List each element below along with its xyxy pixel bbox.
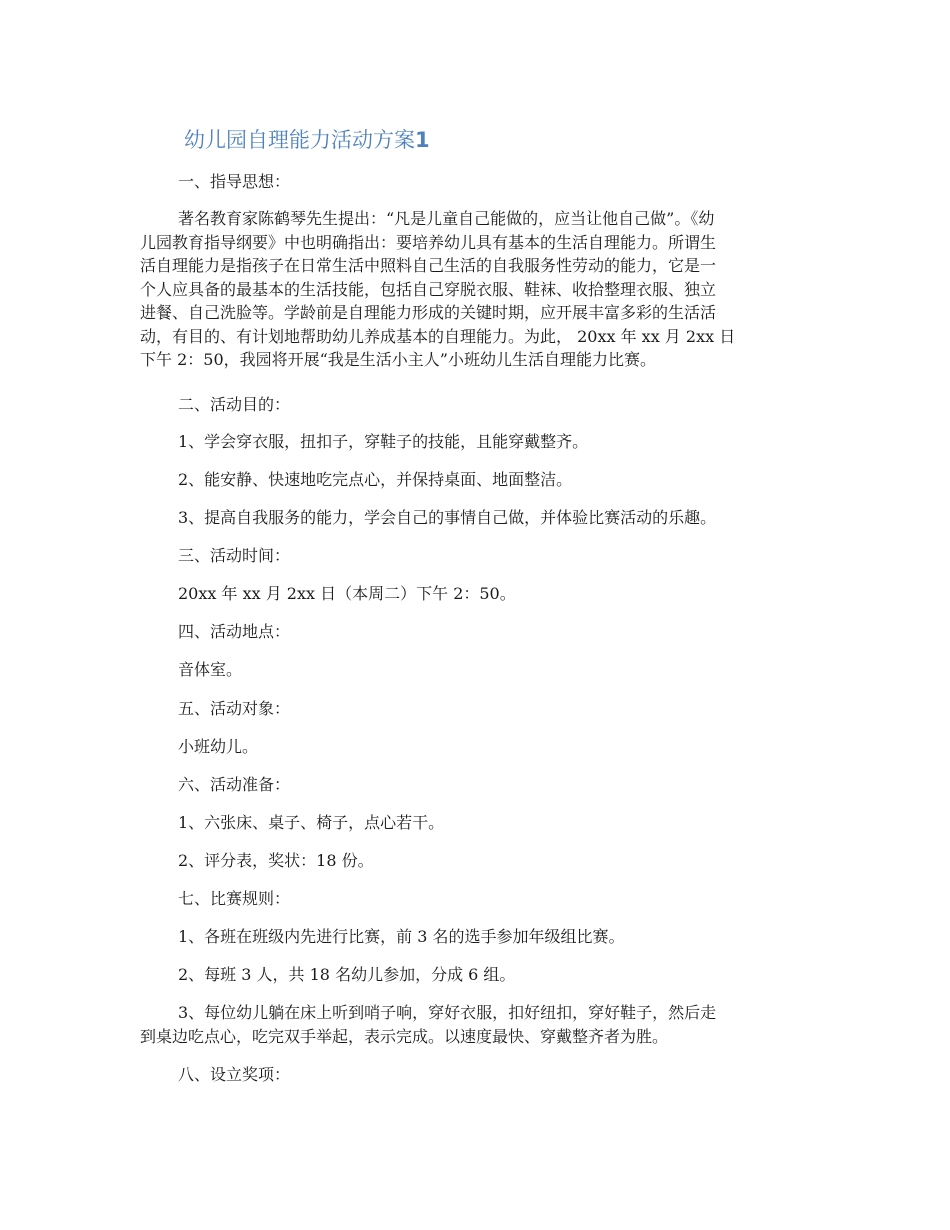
- goal-item-3: 3、提高自我服务的能力，学会自己的事情自己做，并体验比赛活动的乐趣。: [178, 508, 717, 527]
- section-heading-goals: 二、活动目的：: [178, 395, 291, 414]
- intro-line: 下午 2：50，我园将开展“我是生活小主人”小班幼儿生活自理能力比赛。: [140, 350, 656, 369]
- intro-line: 进餐、自己洗脸等。学龄前是自理能力形成的关键时期，应开展丰富多彩的生活活: [140, 303, 717, 322]
- title-number: 1: [415, 128, 430, 152]
- section-heading-place: 四、活动地点：: [178, 622, 291, 641]
- rule-3-line: 到桌边吃点心，吃完双手举起，表示完成。以速度最快、穿戴整齐者为胜。: [140, 1026, 669, 1046]
- section-heading-target: 五、活动对象：: [178, 699, 291, 718]
- intro-line: 儿园教育指导纲要》中也明确指出：要培养幼儿具有基本的生活自理能力。所谓生: [140, 232, 717, 252]
- rule-item-1: 1、各班在班级内先进行比赛，前 3 名的选手参加年级组比赛。: [178, 927, 625, 946]
- rule-item-3: [140, 1001, 812, 1048]
- section-heading-preparation: 六、活动准备：: [178, 775, 291, 794]
- section-heading-rules: 七、比赛规则：: [178, 889, 291, 908]
- place-value: 音体室。: [178, 660, 243, 679]
- prep-item-1: 1、六张床、桌子、椅子，点心若干。: [178, 813, 445, 832]
- section-heading-awards: 八、设立奖项：: [178, 1065, 291, 1084]
- intro-line: 个人应具备的最基本的生活技能，包括自己穿脱衣服、鞋袜、收拾整理衣服、独立: [140, 279, 717, 299]
- title-text: 幼儿园自理能力活动方案: [184, 128, 415, 152]
- intro-line: 活自理能力是指孩子在日常生活中照料自己生活的自我服务性劳动的能力，它是一: [140, 256, 717, 275]
- document-title: [184, 124, 430, 154]
- time-value: 20xx 年 xx 月 2xx 日（本周二）下午 2：50。: [178, 584, 516, 603]
- target-value: 小班幼儿。: [178, 737, 259, 756]
- rule-3-line: 3、每位幼儿躺在床上听到哨子响，穿好衣服，扣好纽扣，穿好鞋子，然后走: [178, 1003, 717, 1022]
- section-heading-guiding-idea: 一、指导思想：: [178, 172, 291, 191]
- goal-item-2: 2、能安静、快速地吃完点心，并保持桌面、地面整洁。: [178, 470, 573, 489]
- goal-item-1: 1、学会穿衣服，扭扣子，穿鞋子的技能，且能穿戴整齐。: [178, 432, 589, 451]
- intro-paragraph: [140, 207, 812, 372]
- prep-item-2: 2、评分表，奖状：18 份。: [178, 851, 374, 870]
- section-heading-time: 三、活动时间：: [178, 546, 291, 565]
- intro-line: 动，有目的、有计划地帮助幼儿养成基本的自理能力。为此， 20xx 年 xx 月 2xx 日: [140, 326, 736, 346]
- intro-line: 著名教育家陈鹤琴先生提出：“凡是儿童自己能做的，应当让他自己做”。《幼: [178, 209, 715, 228]
- rule-item-2: 2、每班 3 人，共 18 名幼儿参加，分成 6 组。: [178, 965, 516, 984]
